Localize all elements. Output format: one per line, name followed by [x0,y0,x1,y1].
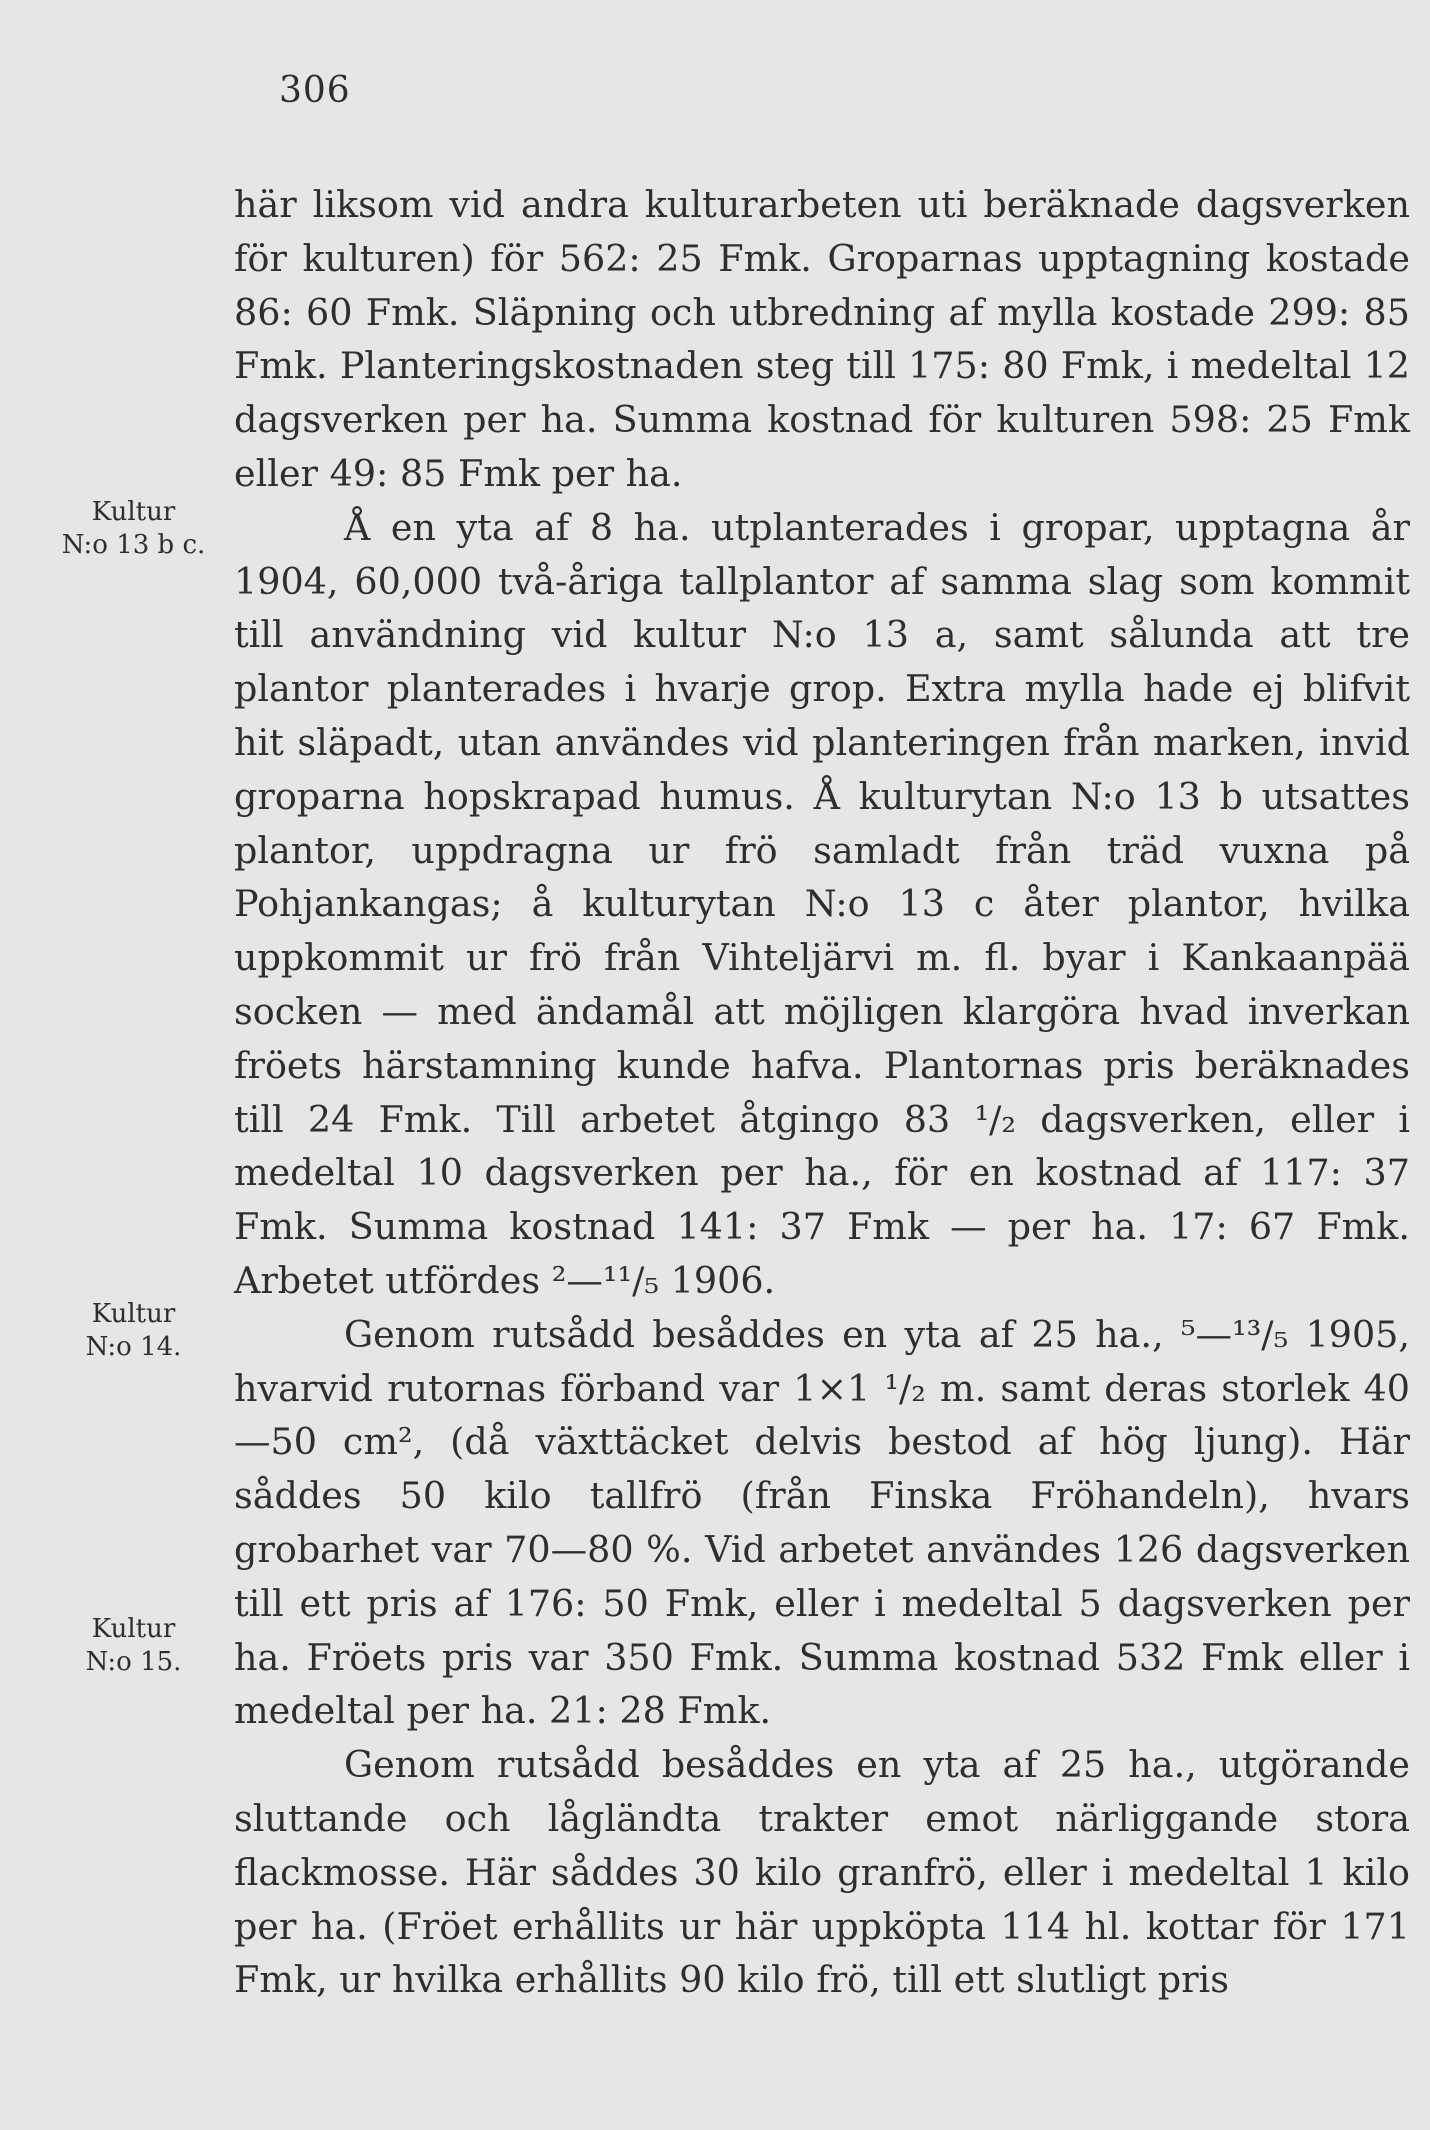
paragraph-kultur-14: Genom rutsådd besåddes en yta af 25 ha., ⁵—¹³/₅ 1905, hvarvid rutornas förband var 1×1 ¹/₂ m. samt deras storlek 40—50 cm², (då växttäcket delvis bestod af hög ljung). Här såddes 50 kilo tallfrö (från Finska Fröhandeln), hvars grobarhet var 70—80 %. Vid arbetet användes 126 dagsverken till ett pris af 176: 50 Fmk, eller i medeltal 5 dagsverken per ha. Fröets pris var 350 Fmk. Summa kostnad 532 Fmk eller i medeltal per ha. 21: 28 Fmk. [234,1312,1410,1733]
margin-note-kultur-14 [56,1298,211,1364]
paragraph-kultur-15: Genom rutsådd besåddes en yta af 25 ha., utgörande sluttande och lågländta trakter emot närliggande stora flackmosse. Här såddes 30 kilo granfrö, eller i medeltal 1 kilo per ha. (Fröet erhållits ur här uppköpta 114 hl. kottar för 171 Fmk, ur hvilka erhållits 90 kilo frö, till ett slutligt pris [234,1743,1410,2002]
margin-note-kultur-15 [56,1613,211,1679]
main-text [234,178,1410,2007]
margin-note-number: N:o 14. [85,1332,182,1362]
paragraph-kultur-13bc: Å en yta af 8 ha. utplanterades i gropar, upptagna år 1904, 60,000 två-åriga tallplantor af samma slag som kommit till användning vid kultur N:o 13 a, samt sålunda att tre plantor planterades i hvarje grop. Extra mylla hade ej blifvit hit släpadt, utan användes vid planteringen från marken, invid groparna hopskrapad humus. Å kulturytan N:o 13 b utsattes plantor, uppdragna ur frö samladt från träd vuxna på Pohjankangas; å kulturytan N:o 13 c åter plantor, hvilka uppkommit ur frö från Vihteljärvi m. fl. byar i Kankaanpää socken — med ändamål att möjligen klargöra hvad inverkan fröets härstamning kunde hafva. Plantornas pris beräknades till 24 Fmk. Till arbetet åtgingo 83 ¹/₂ dagsverken, eller i medeltal 10 dagsverken per ha., för en kostnad af 117: 37 Fmk. Summa kostnad 141: 37 Fmk — per ha. 17: 67 Fmk. Arbetet utfördes ²—¹¹/₅ 1906. [234,505,1410,1302]
paragraph-continued: här liksom vid andra kulturarbeten uti beräknade dagsverken för kulturen) för 562: 25 Fmk. Groparnas upptagning kostade 86: 60 Fmk. Släpning och utbredning af mylla kostade 299: 85 Fmk. Planteringskostnaden steg till 175: 80 Fmk, i medeltal 12 dagsverken per ha. Summa kostnad för kulturen 598: 25 Fmk eller 49: 85 Fmk per ha. [234,183,1410,495]
margin-note-label: Kultur [91,1614,176,1644]
margin-note-number: N:o 15. [85,1647,182,1677]
page-number: 306 [279,70,351,111]
margin-note-number: N:o 13 b c. [61,530,206,560]
margin-note-label: Kultur [91,497,176,527]
margin-note-kultur-13bc [56,496,211,562]
margin-note-label: Kultur [91,1299,176,1329]
